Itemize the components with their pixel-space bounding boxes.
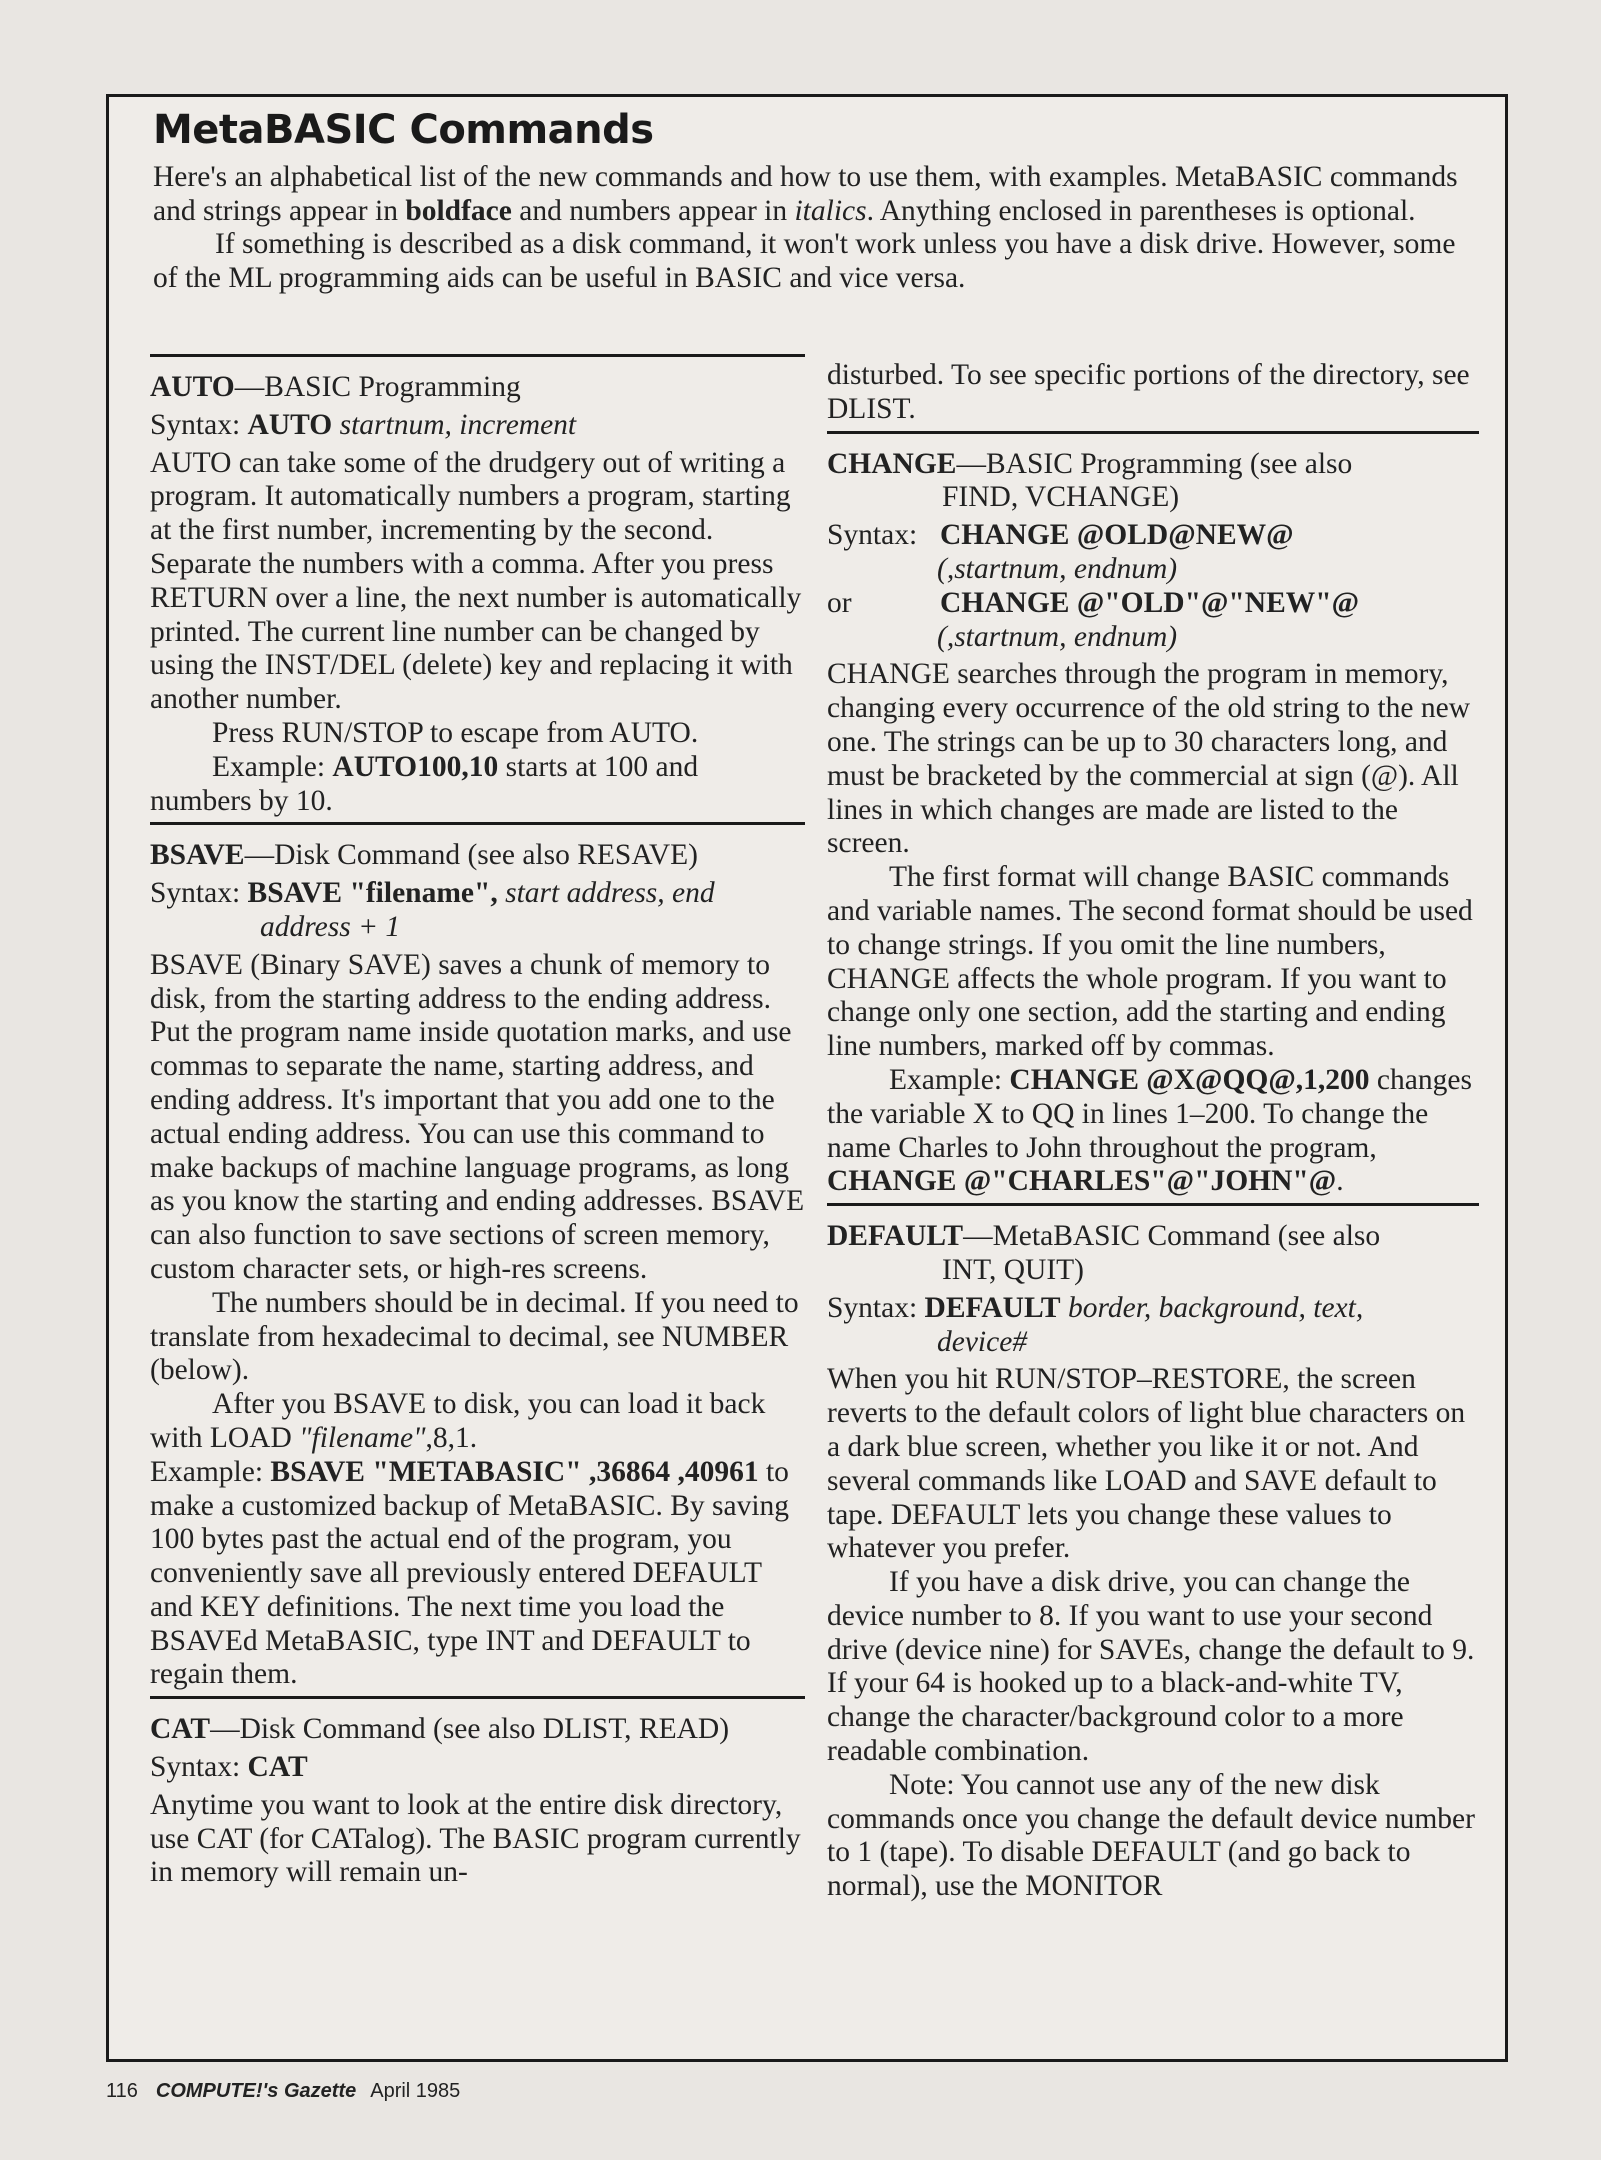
entry-bsave bbox=[150, 839, 805, 1692]
article-box bbox=[106, 94, 1508, 2062]
entry-paragraph: Note: You cannot use any of the new disk commands once you change the default device number to 1 (tape). To disable DEFAULT (and go back to normal), use the MONITOR bbox=[827, 1768, 1475, 1903]
entry-body: AUTO can take some of the drudgery out of writing a program. It automatically numbers a program, starting at the first number, incrementing by the second. Separate the numbers with a comma. After you press RETURN over a line, the next number is automatically printed. The current line number can be changed by using the INST/DEL (delete) key and replacing it with another number. bbox=[150, 446, 802, 716]
divider bbox=[150, 354, 805, 357]
entry-paragraph: If you have a disk drive, you can change the device number to 8. If you want to use your second drive (device nine) for SAVEs, change the default to 9. If your 64 is hooked up to a black-and-white TV, change the character/background color to a more readable combination. bbox=[827, 1566, 1475, 1768]
entry-syntax: Syntax: CAT bbox=[150, 1751, 308, 1784]
entry-body: BSAVE (Binary SAVE) saves a chunk of memory to disk, from the starting address to the ending address. Put the program name inside quotation marks, and use commas to separate the name, starting address, and ending address. It's important that you add one to the actual ending address. You can use this command to make backups of machine language programs, as long as you know the starting and ending addresses. BSAVE can also function to save sections of screen memory, custom character sets, or high-res screens. bbox=[150, 948, 805, 1285]
entry-heading: CHANGE—BASIC Programming (see also bbox=[827, 447, 1353, 480]
entry-syntax-alt: or CHANGE @"OLD"@"NEW"@ bbox=[827, 586, 1360, 619]
entry-example: Example: BSAVE "METABASIC" ,36864 ,40961 to make a customized backup of MetaBASIC. By saving 100 bytes past the actual end of the program, you conveniently save all previously entered DEFAULT and KEY definitions. The next time you load the BSAVEd MetaBASIC, type INT and DEFAULT to regain them. bbox=[150, 1455, 790, 1691]
page-title: MetaBASIC Commands bbox=[153, 107, 654, 153]
divider bbox=[150, 822, 805, 825]
entry-example: Example: CHANGE @X@QQ@,1,200 changes the variable X to QQ in lines 1–200. To change the name Charles to John throughout the program, CHANGE @"CHARLES"@"JOHN"@. bbox=[827, 1063, 1472, 1198]
entry-change bbox=[827, 448, 1479, 1200]
entry-heading-cont: INT, QUIT) bbox=[942, 1253, 1084, 1286]
left-column bbox=[150, 354, 805, 1890]
entry-syntax: Syntax:CHANGE @OLD@NEW@ bbox=[827, 519, 1294, 552]
entry-cat bbox=[150, 1713, 805, 1890]
page-number: 116 bbox=[106, 2080, 138, 2102]
entry-body: CHANGE searches through the program in memory, changing every occurrence of the old string to the new one. The strings can be up to 30 characters long, and must be bracketed by the commercial at sign (@). All lines in which changes are made are listed to the screen. bbox=[827, 658, 1471, 860]
entry-syntax-cont: address + 1 bbox=[260, 910, 401, 943]
entry-paragraph: The numbers should be in decimal. If you need to translate from hexadecimal to decimal, see NUMBER (below). bbox=[150, 1286, 799, 1387]
entry-default bbox=[827, 1220, 1479, 1904]
entry-heading: CAT—Disk Command (see also DLIST, READ) bbox=[150, 1713, 730, 1746]
entry-body: When you hit RUN/STOP–RESTORE, the screen reverts to the default colors of light blue characters on a dark blue screen, whether you like it or not. And several commands like LOAD and SAVE default to tape. DEFAULT lets you change these values to whatever you prefer. bbox=[827, 1363, 1466, 1565]
entry-auto bbox=[150, 371, 805, 818]
intro-paragraph-2: If something is described as a disk command, it won't work unless you have a disk drive. However, some of the ML programming aids can be useful in BASIC and vice versa. bbox=[153, 228, 1456, 294]
magazine-name: COMPUTE!'s Gazette bbox=[155, 2080, 357, 2102]
intro bbox=[153, 161, 1483, 295]
entry-heading: DEFAULT—MetaBASIC Command (see also bbox=[827, 1220, 1381, 1253]
entry-example: Example: AUTO100,10 starts at 100 and numbers by 10. bbox=[150, 750, 699, 817]
entry-syntax: Syntax: AUTO startnum, increment bbox=[150, 408, 577, 441]
entry-heading: AUTO—BASIC Programming bbox=[150, 371, 521, 403]
entry-paragraph: The first format will change BASIC commands and variable names. The second format should be used to change strings. If you omit the line numbers, CHANGE affects the whole program. If you want to change only one section, add the starting and ending line numbers, marked off by commas. bbox=[827, 861, 1473, 1063]
entry-heading-cont: FIND, VCHANGE) bbox=[942, 481, 1180, 514]
entry-syntax: Syntax: DEFAULT border, background, text, bbox=[827, 1291, 1364, 1324]
intro-paragraph-1: Here's an alphabetical list of the new commands and how to use them, with examples. MetaBASIC commands and strings appear in boldface and numbers appear in italics. Anything enclosed in parentheses is optional. bbox=[153, 161, 1458, 227]
entry-paragraph: After you BSAVE to disk, you can load it back with LOAD "filename",8,1. bbox=[150, 1388, 766, 1454]
entry-syntax-args: (,startnum, endnum) bbox=[937, 620, 1178, 653]
entry-syntax: Syntax: BSAVE "filename", start address, end bbox=[150, 877, 715, 910]
divider bbox=[827, 431, 1479, 434]
continued-text: disturbed. To see specific portions of the directory, see DLIST. bbox=[827, 359, 1470, 425]
entry-body: Anytime you want to look at the entire disk directory, use CAT (for CATalog). The BASIC program currently in memory will remain un- bbox=[150, 1788, 801, 1889]
entry-syntax-args: (,startnum, endnum) bbox=[937, 552, 1178, 585]
divider bbox=[827, 1203, 1479, 1206]
entry-paragraph: Press RUN/STOP to escape from AUTO. bbox=[212, 716, 699, 749]
issue-date: April 1985 bbox=[370, 2080, 461, 2102]
page-footer bbox=[106, 2080, 460, 2103]
entry-heading: BSAVE—Disk Command (see also RESAVE) bbox=[150, 839, 698, 872]
entry-syntax-cont: device# bbox=[937, 1325, 1028, 1358]
right-column bbox=[827, 359, 1479, 1904]
divider bbox=[150, 1696, 805, 1699]
